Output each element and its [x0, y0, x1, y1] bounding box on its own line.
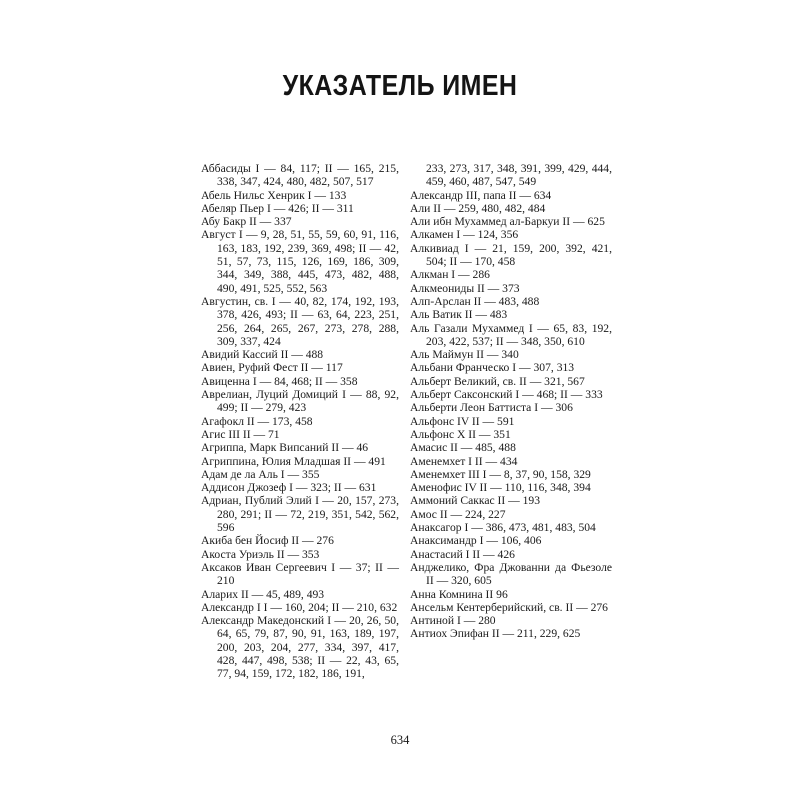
index-entry-continuation: 233, 273, 317, 348, 391, 399, 429, 444, 459, 460, 487, 547, 549 — [426, 162, 612, 189]
index-entry: Аксаков Иван Сергеевич I — 37; II — 210 — [201, 560, 399, 588]
index-column-left — [201, 162, 399, 681]
index-entry: Антиной I — 280 — [410, 614, 496, 628]
index-entry: Анджелико, Фра Джованни да Фьезоле II — 320, 605 — [410, 560, 612, 588]
index-entry: Алкмеониды II — 373 — [410, 281, 520, 295]
index-entry: Аль Газали Мухаммед I — 65, 83, 192, 203, 422, 537; II — 348, 350, 610 — [410, 321, 612, 348]
page-number: 634 — [390, 733, 410, 747]
index-entry: Александр I I — 160, 204; II — 210, 632 — [201, 600, 398, 614]
index-entry: Агриппа, Марк Випсаний II — 46 — [201, 441, 369, 455]
index-entry: Абеляр Пьер I — 426; II — 311 — [201, 201, 354, 215]
index-entry: Аврелиан, Луций Домиций I — 88, 92, 499; II — 279, 423 — [201, 388, 399, 415]
index-entry: Алкман I — 286 — [410, 268, 490, 282]
index-entry: Альфонс IV II — 591 — [410, 414, 515, 428]
index-entry: Август I — 9, 28, 51, 55, 59, 60, 91, 116, 163, 183, 192, 239, 369, 498; II — 42, 51, 57, 73, 115, 126, 169, 186, 309, 344, 349, 388, 445, 473, 482, 488, 490, 491, 525, 552, 563 — [201, 228, 399, 295]
index-entry: Авиценна I — 84, 468; II — 358 — [201, 374, 358, 388]
index-entry: Анаксагор I — 386, 473, 481, 483, 504 — [410, 521, 596, 535]
index-entry: Амос II — 224, 227 — [410, 507, 506, 521]
page-title: УКАЗАТЕЛЬ ИМЕН — [282, 70, 518, 102]
index-entry: Аммоний Саккас II — 193 — [410, 494, 541, 508]
index-entry: Альбани Франческо I — 307, 313 — [410, 361, 575, 375]
index-entry: Анаксимандр I — 106, 406 — [410, 534, 542, 548]
index-entry: Агафокл II — 173, 458 — [201, 414, 313, 428]
index-entry: Альфонс X II — 351 — [410, 427, 511, 441]
index-entry: Авидий Кассий II — 488 — [201, 348, 324, 362]
index-entry: Альберт Саксонский I — 468; II — 333 — [410, 388, 603, 402]
index-entry: Августин, св. I — 40, 82, 174, 192, 193, 378, 426, 493; II — 63, 64, 223, 251, 256, 264, 265, 267, 273, 278, 288, 309, 337, 424 — [201, 294, 399, 348]
index-entry: Александр III, папа II — 634 — [410, 188, 552, 202]
index-entry: Акиба бен Йосиф II — 276 — [201, 534, 334, 548]
index-entry: Аль Ватик II — 483 — [410, 308, 508, 322]
index-entry: Альберти Леон Баттиста I — 306 — [410, 401, 573, 415]
index-entry: Аббасиды I — 84, 117; II — 165, 215, 338, 347, 424, 480, 482, 507, 517 — [201, 162, 399, 189]
index-entry: Абель Нильс Хенрик I — 133 — [201, 188, 347, 202]
index-entry: Антиох Эпифан II — 211, 229, 625 — [410, 627, 581, 641]
index-entry: Али II — 259, 480, 482, 484 — [410, 201, 546, 215]
index-entry: Анна Комнина II 96 — [410, 587, 508, 601]
index-entry: Александр Македонский I — 20, 26, 50, 64, 65, 79, 87, 90, 91, 163, 189, 197, 200, 203, 204, 277, 334, 397, 417, 428, 447, 498, 538; II — 22, 43, 65, 77, 94, 159, 172, 182, 186, 191, — [201, 614, 399, 681]
index-entry: Авиен, Руфий Фест II — 117 — [201, 361, 343, 375]
index-entry: Аддисон Джозеф I — 323; II — 631 — [201, 481, 377, 495]
index-entry: Алкивиад I — 21, 159, 200, 392, 421, 504; II — 170, 458 — [410, 241, 612, 269]
index-entry: Аменофис IV II — 110, 116, 348, 394 — [410, 481, 591, 495]
index-entry: Алп-Арслан II — 483, 488 — [410, 294, 540, 308]
index-column-right — [410, 162, 612, 641]
index-entry: Агис III II — 71 — [201, 427, 280, 441]
index-entry: Аменемхет I II — 434 — [410, 454, 518, 468]
index-entry: Абу Бакр II — 337 — [201, 215, 292, 229]
index-entry: Али ибн Мухаммед ал-Баркуи II — 625 — [410, 215, 605, 229]
index-entry: Аменемхет III I — 8, 37, 90, 158, 329 — [410, 467, 591, 481]
index-entry: Альберт Великий, св. II — 321, 567 — [410, 374, 585, 388]
index-entry: Агриппина, Юлия Младшая II — 491 — [201, 454, 386, 468]
index-entry: Аларих II — 45, 489, 493 — [201, 587, 325, 601]
index-entry: Акоста Уриэль II — 353 — [201, 547, 320, 561]
index-entry: Амасис II — 485, 488 — [410, 441, 516, 455]
index-entry: Адриан, Публий Элий I — 20, 157, 273, 280, 291; II — 72, 219, 351, 542, 562, 596 — [201, 494, 399, 535]
index-entry: Анастасий I II — 426 — [410, 547, 515, 561]
index-entry: Аль Маймун II — 340 — [410, 348, 519, 362]
index-entry: Алкамен I — 124, 356 — [410, 228, 519, 242]
index-entry: Адам де ла Аль I — 355 — [201, 467, 320, 481]
index-entry: Ансельм Кентерберийский, св. II — 276 — [410, 600, 608, 614]
